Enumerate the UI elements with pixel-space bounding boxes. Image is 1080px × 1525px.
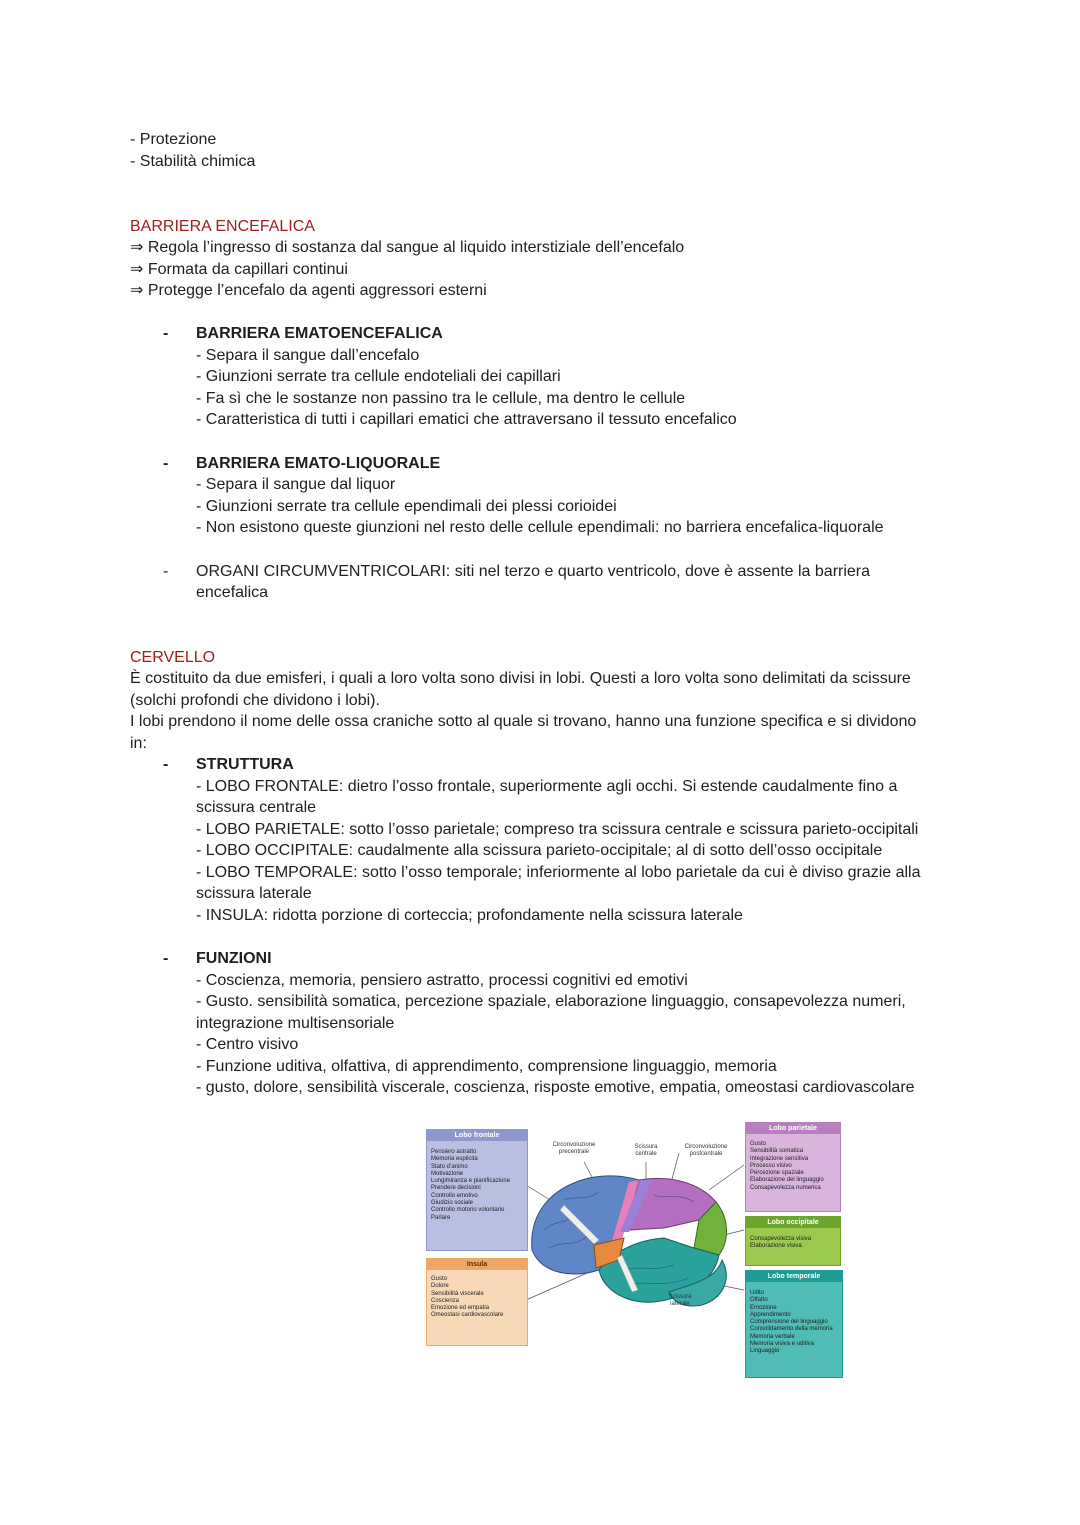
insula-item: Emozione ed empatia: [431, 1305, 490, 1312]
bullet-dash: -: [163, 563, 169, 580]
insula-title: Insula: [427, 1259, 527, 1270]
funzioni-line: - gusto, dolore, sensibilità viscerale, coscienza, risposte emotive, empatia, omeostasi cardiovascolare: [196, 1079, 915, 1096]
insula-item: Omeostasi cardiovascolare: [431, 1312, 504, 1319]
frontale-item: Lungimiranza e pianificazione: [431, 1178, 511, 1185]
temporale-item: Memoria verbale: [750, 1333, 795, 1340]
temporale-item: Comprensione del linguaggio: [750, 1319, 828, 1326]
parietale-item: Sensibilità somatica: [750, 1148, 804, 1155]
occipitale-item: Consapevolezza visiva: [750, 1236, 812, 1242]
lobo-occipitale-title: Lobo occipitale: [746, 1217, 840, 1228]
temporale-item: Linguaggio: [750, 1348, 780, 1355]
lobo-temporale-box: [745, 1270, 843, 1378]
struttura-line: - LOBO PARIETALE: sotto l’osso parietale; compreso tra scissura centrale e scissura parieto-occipitali: [196, 821, 919, 838]
emato-item: - Caratteristica di tutti i capillari ematici che attraversano il tessuto encefalico: [196, 411, 737, 428]
barriera-point: ⇒ Regola l’ingresso di sostanza dal sangue al liquido interstiziale dell’encefalo: [130, 239, 685, 256]
funzioni-line: - Centro visivo: [196, 1036, 299, 1053]
emato-item: - Separa il sangue dall’encefalo: [196, 347, 420, 364]
funzioni-line: integrazione multisensoriale: [196, 1015, 395, 1032]
organi-line: ORGANI CIRCUMVENTRICOLARI: siti nel terzo e quarto ventricolo, dove è assente la barriera: [196, 563, 871, 580]
parietale-item: Percezione spaziale: [750, 1170, 804, 1177]
section-title-cervello: CERVELLO: [130, 649, 216, 666]
subtitle-ematoencefalica: BARRIERA EMATOENCEFALICA: [196, 325, 443, 342]
temporale-item: Memoria visiva e uditiva: [750, 1341, 815, 1348]
temporale-item: Emozione: [750, 1304, 777, 1311]
section-title-barriera: BARRIERA ENCEFALICA: [130, 218, 315, 235]
liquorale-item: - Separa il sangue dal liquor: [196, 476, 396, 493]
lobo-temporale-title: Lobo temporale: [746, 1271, 842, 1282]
lobo-occipitale-box: [745, 1216, 841, 1266]
organi-line: encefalica: [196, 584, 269, 601]
bullet-dash: -: [163, 756, 169, 773]
frontale-item: Controllo emotivo: [431, 1192, 478, 1199]
temporale-item: Apprendimento: [750, 1311, 791, 1318]
parietale-item: Consapevolezza numerica: [750, 1184, 821, 1191]
lobo-frontale-title: Lobo frontale: [427, 1130, 527, 1141]
insula-item: Gusto: [431, 1276, 448, 1282]
struttura-line: - LOBO TEMPORALE: sotto l’osso temporale; inferiormente al lobo parietale da cui è diviso grazie alla: [196, 864, 921, 881]
label-circonvoluzione-postcentrale: Circonvoluzione postcentrale: [684, 1144, 728, 1157]
label-circonvoluzione-precentrale: Circonvoluzione precentrale: [552, 1142, 596, 1155]
liquorale-item: - Non esistono queste giunzioni nel resto delle cellule ependimali: no barriera encefalica-liquorale: [196, 519, 884, 536]
liquorale-item: - Giunzioni serrate tra cellule ependimali dei plessi corioidei: [196, 498, 617, 515]
subtitle-funzioni: FUNZIONI: [196, 950, 272, 967]
subtitle-emato-liquorale: BARRIERA EMATO-LIQUORALE: [196, 455, 441, 472]
emato-item: - Fa sì che le sostanze non passino tra le cellule, ma dentro le cellule: [196, 390, 686, 407]
frontale-item: Parlare: [431, 1214, 451, 1221]
lobo-parietale-box: [745, 1122, 841, 1212]
frontale-item: Stato d’animo: [431, 1163, 468, 1170]
insula-box: [426, 1258, 528, 1346]
label-scissura-centrale: Scissura centrale: [634, 1144, 658, 1157]
list-item-protezione: - Protezione: [130, 131, 217, 148]
frontale-item: Pensiero astratto: [431, 1149, 477, 1155]
insula-item: Dolore: [431, 1283, 449, 1290]
brain-lobes-figure: [424, 1120, 844, 1380]
parietale-item: Gusto: [750, 1141, 767, 1147]
parietale-item: Elaborazione del linguaggio: [750, 1177, 824, 1184]
frontale-item: Memoria esplicita: [431, 1156, 478, 1163]
lobo-parietale-title: Lobo parietale: [746, 1123, 840, 1134]
struttura-line: - LOBO FRONTALE: dietro l’osso frontale, superiormente agli occhi. Si estende caudalmente fino a: [196, 778, 898, 795]
temporale-item: Udito: [750, 1290, 765, 1296]
struttura-line: - LOBO OCCIPITALE: caudalmente alla scissura parieto-occipitale; al di sotto dell’osso occipitale: [196, 842, 883, 859]
lobo-frontale-box: [426, 1129, 528, 1251]
label-scissura-laterale: Scissura laterale: [668, 1294, 692, 1307]
funzioni-line: - Funzione uditiva, olfattiva, di apprendimento, comprensione linguaggio, memoria: [196, 1058, 777, 1075]
struttura-line: scissura centrale: [196, 799, 317, 816]
struttura-line: - INSULA: ridotta porzione di corteccia; profondamente nella scissura laterale: [196, 907, 743, 924]
insula-item: Sensibilità viscerale: [431, 1290, 484, 1297]
temporale-item: Consolidamento della memoria: [750, 1326, 833, 1333]
barriera-point: ⇒ Protegge l’encefalo da agenti aggressori esterni: [130, 282, 487, 299]
barriera-point: ⇒ Formata da capillari continui: [130, 261, 348, 278]
occipitale-item: Elaborazione visiva: [750, 1243, 802, 1250]
emato-item: - Giunzioni serrate tra cellule endoteliali dei capillari: [196, 368, 561, 385]
bullet-dash: -: [163, 455, 169, 472]
list-item-stabilita: - Stabilità chimica: [130, 153, 256, 170]
cervello-intro: (solchi profondi che dividono i lobi).: [130, 692, 380, 709]
parietale-item: Integrazione sensitiva: [750, 1155, 809, 1162]
frontale-item: Giudizio sociale: [431, 1200, 474, 1207]
frontale-item: Motivazione: [431, 1170, 464, 1177]
subtitle-struttura: STRUTTURA: [196, 756, 294, 773]
insula-item: Coscienza: [431, 1297, 460, 1304]
frontale-item: Controllo motorio volontario: [431, 1207, 505, 1214]
parietale-item: Processo visivo: [750, 1162, 792, 1169]
bullet-dash: -: [163, 950, 169, 967]
struttura-line: scissura laterale: [196, 885, 312, 902]
frontale-item: Prendere decisioni: [431, 1185, 481, 1192]
cervello-intro: in:: [130, 735, 147, 752]
bullet-dash: -: [163, 325, 169, 342]
temporale-item: Olfatto: [750, 1297, 768, 1304]
cervello-intro: I lobi prendono il nome delle ossa craniche sotto al quale si trovano, hanno una funzione specifica e si dividono: [130, 713, 917, 730]
funzioni-line: - Gusto. sensibilità somatica, percezione spaziale, elaborazione linguaggio, consapevolezza numeri,: [196, 993, 906, 1010]
funzioni-line: - Coscienza, memoria, pensiero astratto, processi cognitivi ed emotivi: [196, 972, 688, 989]
cervello-intro: È costituito da due emisferi, i quali a loro volta sono divisi in lobi. Questi a loro volta sono delimitati da scissure: [130, 670, 911, 687]
